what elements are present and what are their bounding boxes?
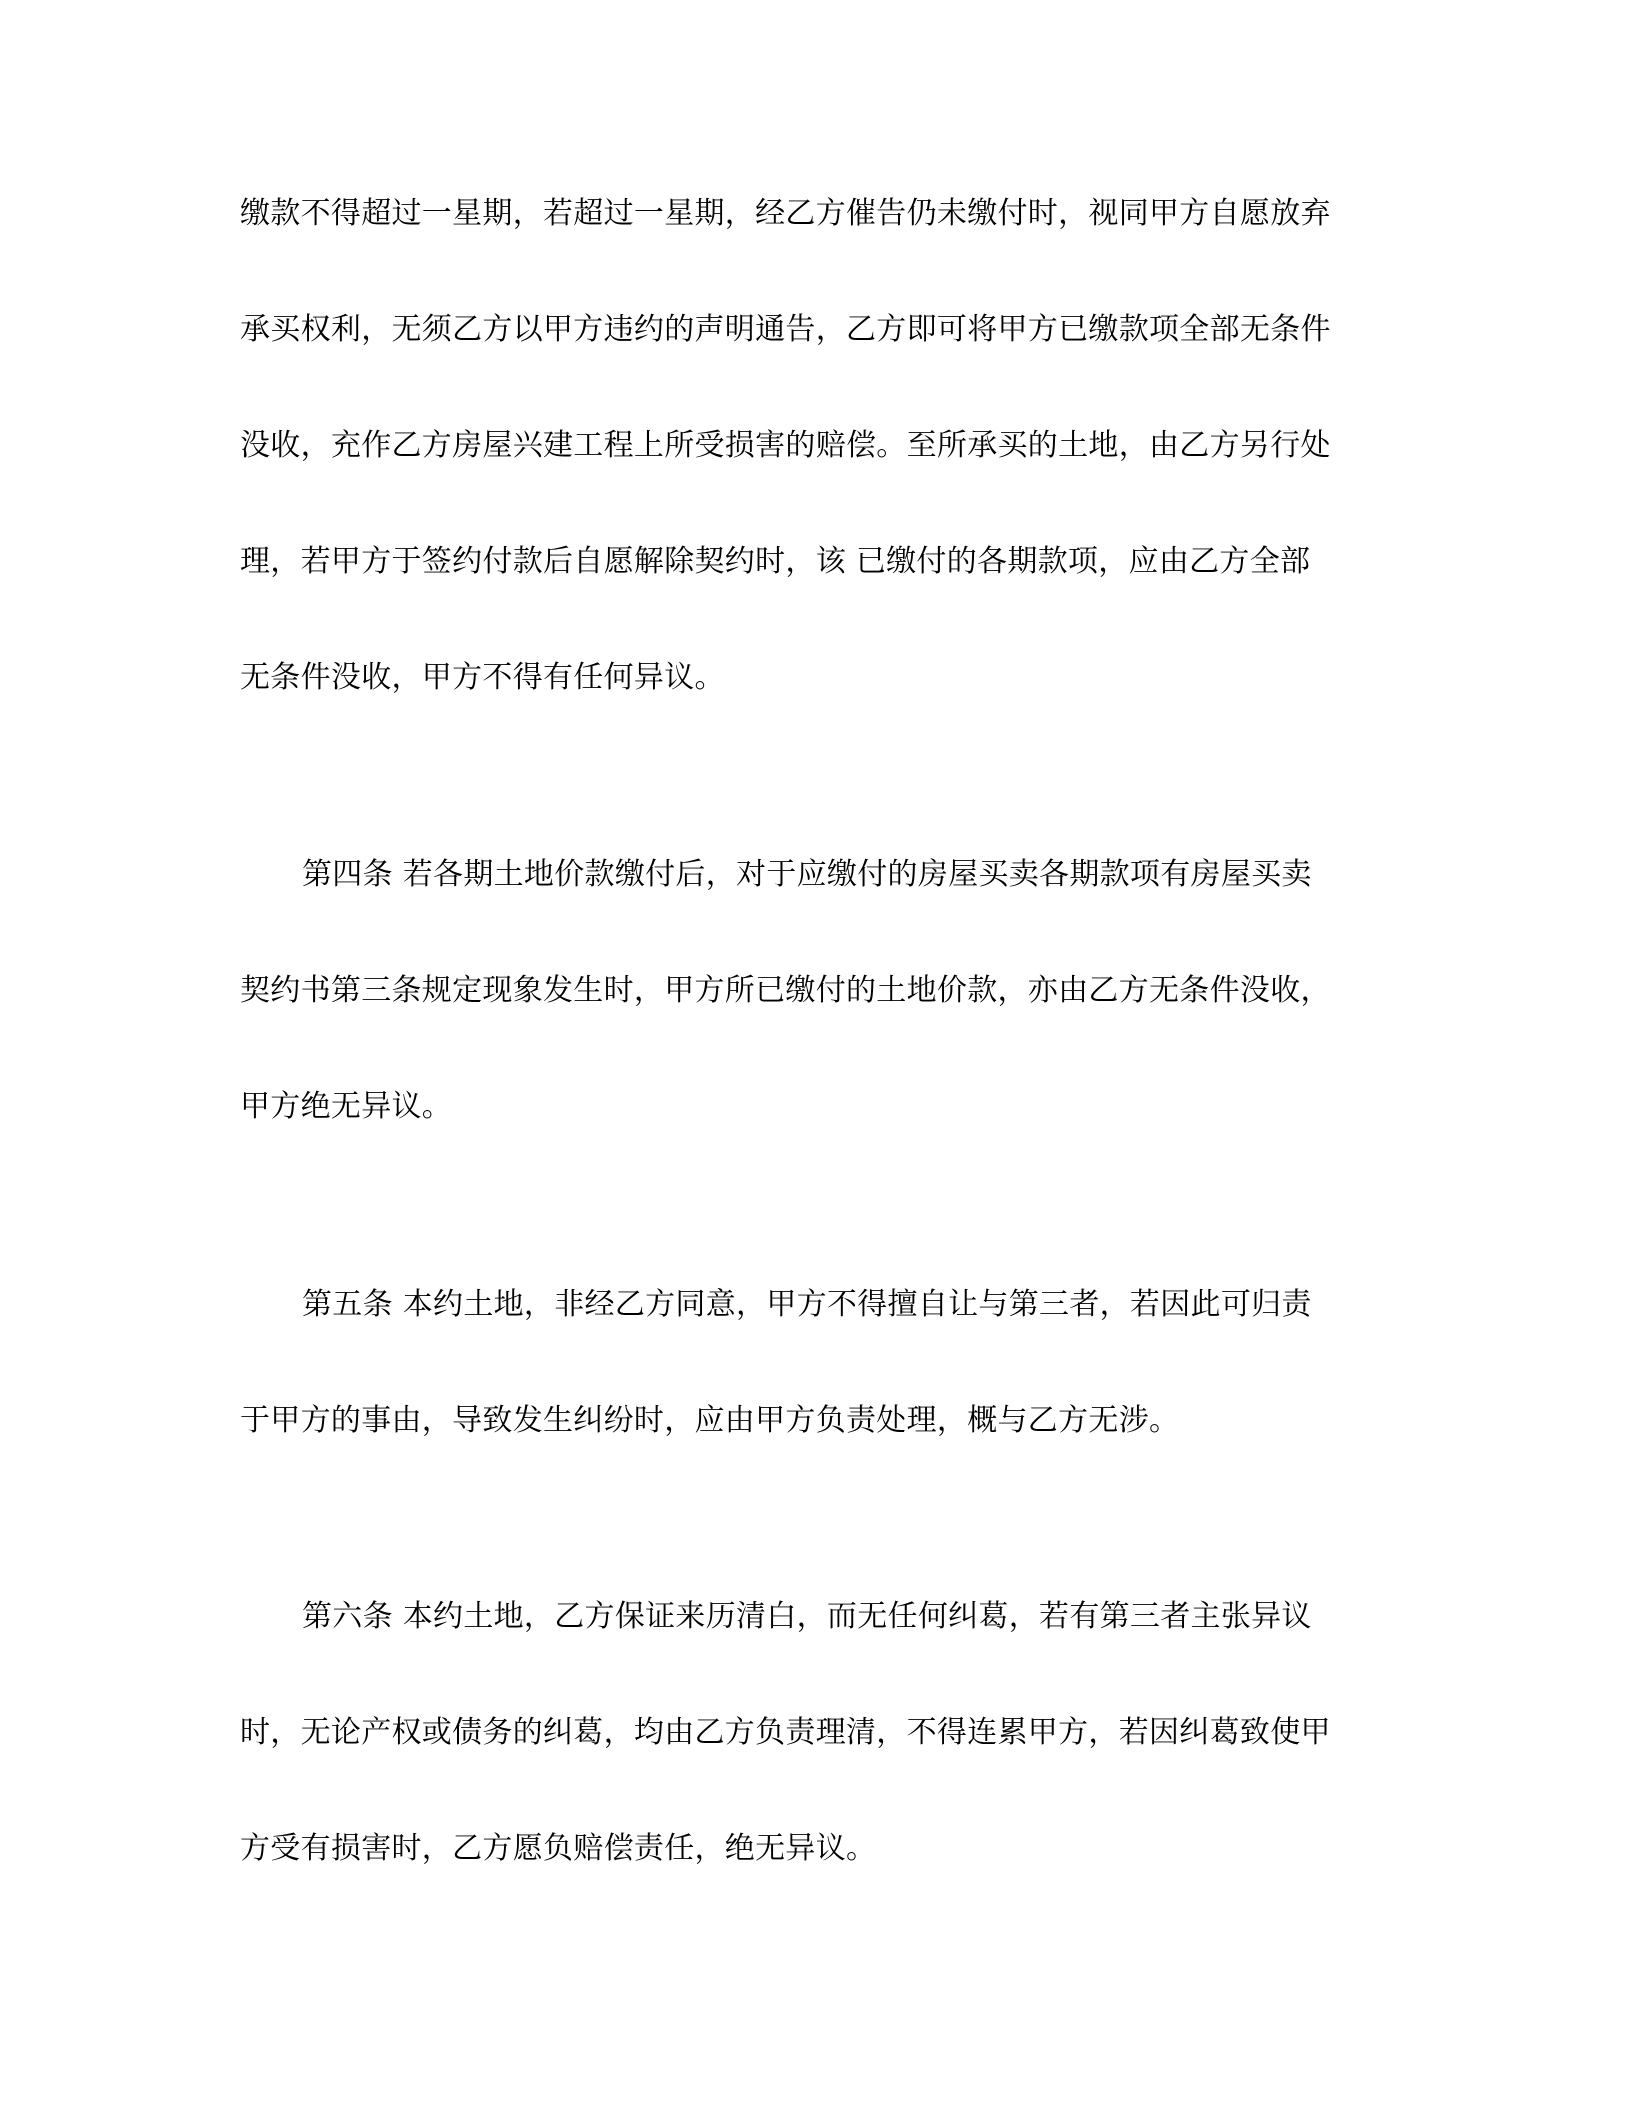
text-line: 于甲方的事由，导致发生纠纷时，应由甲方负责处理，概与乙方无涉。 [240, 1403, 1180, 1438]
text-line-first: 第五条 本约土地，非经乙方同意，甲方不得擅自让与第三者，若因此可归责 [302, 1287, 1312, 1322]
text-line: 承买权利，无须乙方以甲方违约的声明通告，乙方即可将甲方已缴款项全部无条件 [240, 312, 1331, 347]
text-line: 方受有损害时，乙方愿负赔偿责任，绝无异议。 [240, 1831, 877, 1866]
paragraph-article-6 [240, 1597, 1380, 1869]
text-line: 无条件没收，甲方不得有任何异议。 [240, 660, 725, 695]
paragraph-continuation [240, 194, 1380, 698]
text-line: 缴款不得超过一星期，若超过一星期，经乙方催告仍未缴付时，视同甲方自愿放弃 [240, 196, 1331, 231]
text-line-first: 第四条 若各期土地价款缴付后，对于应缴付的房屋买卖各期款项有房屋买卖 [302, 857, 1312, 892]
paragraph-article-4 [240, 855, 1380, 1127]
text-line: 契约书第三条规定现象发生时，甲方所已缴付的土地价款，亦由乙方无条件没收， [240, 973, 1331, 1008]
text-line-first: 第六条 本约土地，乙方保证来历清白，而无任何纠葛，若有第三者主张异议 [302, 1599, 1312, 1634]
text-line: 时，无论产权或债务的纠葛，均由乙方负责理清，不得连累甲方，若因纠葛致使甲 [240, 1715, 1331, 1750]
text-line: 甲方绝无异议。 [240, 1089, 453, 1124]
paragraph-article-5 [240, 1285, 1380, 1441]
text-line: 没收，充作乙方房屋兴建工程上所受损害的赔偿。至所承买的土地，由乙方另行处 [240, 428, 1331, 463]
text-line: 理，若甲方于签约付款后自愿解除契约时，该 已缴付的各期款项，应由乙方全部 [240, 544, 1311, 579]
